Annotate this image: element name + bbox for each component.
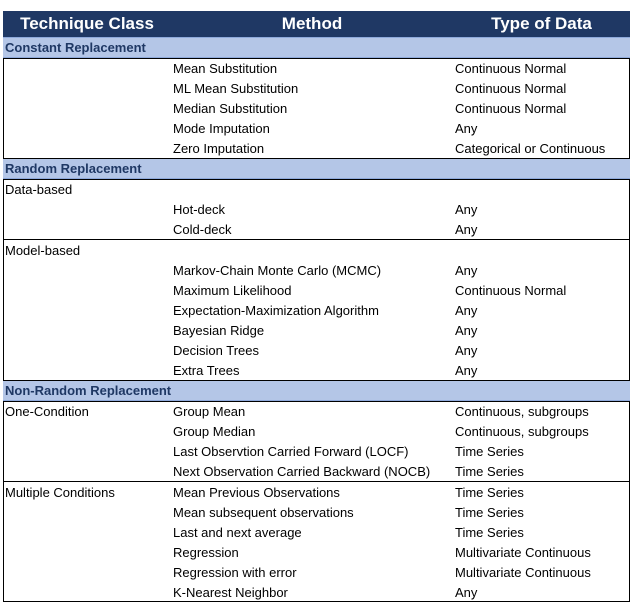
empty-cell (171, 240, 453, 261)
method-cell: Zero Imputation (173, 140, 265, 156)
data-type-cell: Any (455, 584, 478, 600)
header-type-of-data: Type of Data (453, 11, 630, 38)
table-row (3, 260, 630, 280)
technique-class-cell (3, 522, 171, 542)
table-row (3, 522, 630, 542)
data-type-cell: Time Series (455, 524, 524, 540)
method-cell: K-Nearest Neighbor (173, 584, 288, 600)
data-type-cell: Any (455, 221, 478, 237)
table-row (3, 98, 630, 118)
table-row (3, 461, 630, 482)
method-cell: Markov-Chain Monte Carlo (MCMC) (173, 262, 382, 278)
data-type-cell: Multivariate Continuous (455, 544, 591, 560)
technique-class-cell (3, 219, 171, 240)
section-title: Constant Replacement (3, 38, 630, 58)
group-name: Model-based (3, 240, 171, 261)
method-cell: Group Median (173, 423, 256, 439)
method-cell: Mean Substitution (173, 60, 278, 76)
table-row (3, 421, 630, 441)
table-row (3, 199, 630, 219)
header-method: Method (171, 11, 453, 38)
section-title: Random Replacement (3, 159, 630, 179)
technique-class-cell (3, 199, 171, 219)
method-cell: Decision Trees (173, 342, 259, 358)
table-row (3, 78, 630, 98)
method-cell: Regression (173, 544, 239, 560)
method-cell: Mode Imputation (173, 120, 270, 136)
technique-class-cell (3, 461, 171, 482)
method-cell: Mean Previous Observations (171, 482, 453, 503)
method-cell: Hot-deck (173, 201, 226, 217)
table-row (3, 320, 630, 340)
method-cell: Next Observation Carried Backward (NOCB) (173, 463, 431, 479)
group-name: Data-based (5, 181, 73, 197)
section-row (3, 38, 630, 58)
header-technique-class: Technique Class (3, 11, 171, 38)
technique-class-cell (3, 360, 171, 381)
method-cell: Median Substitution (173, 100, 288, 116)
data-type-cell: Continuous Normal (455, 100, 567, 116)
technique-class-cell (3, 421, 171, 441)
technique-class-cell (3, 300, 171, 320)
table-row (3, 340, 630, 360)
header-row (3, 11, 630, 38)
method-cell: Group Mean (173, 403, 246, 419)
data-type-cell: Continuous Normal (455, 60, 567, 76)
technique-class-cell (3, 280, 171, 300)
table-row (3, 300, 630, 320)
table-row (3, 502, 630, 522)
data-type-cell: Time Series (455, 504, 524, 520)
group-name: One-Condition (5, 403, 89, 419)
data-type-cell: Categorical or Continuous (455, 140, 606, 156)
data-type-cell: Any (455, 262, 478, 278)
table-row (3, 360, 630, 381)
method-cell: Last Observtion Carried Forward (LOCF) (173, 443, 409, 459)
technique-class-cell (3, 58, 171, 79)
table-row (3, 138, 630, 159)
empty-cell (453, 179, 630, 200)
section-row (3, 381, 630, 401)
table-row (3, 58, 630, 79)
technique-class-cell (3, 542, 171, 562)
table-row (3, 280, 630, 300)
section-title: Non-Random Replacement (3, 381, 630, 401)
table-row (3, 118, 630, 138)
group-row (3, 179, 630, 200)
table-body (3, 38, 630, 603)
method-cell: Expectation-Maximization Algorithm (173, 302, 379, 318)
technique-class-cell (3, 78, 171, 98)
data-type-cell: Any (455, 201, 478, 217)
data-type-cell: Any (455, 120, 478, 136)
group-name: Multiple Conditions (3, 482, 171, 503)
technique-class-cell (3, 260, 171, 280)
data-type-cell: Any (455, 322, 478, 338)
technique-class-cell (3, 502, 171, 522)
method-cell: Extra Trees (173, 362, 240, 378)
method-cell: Bayesian Ridge (173, 322, 265, 338)
table-row (3, 441, 630, 461)
method-cell: Mean subsequent observations (173, 504, 354, 520)
method-cell: ML Mean Substitution (173, 80, 299, 96)
group-row (3, 401, 630, 422)
data-type-cell: Continuous Normal (455, 80, 567, 96)
method-cell: Cold-deck (173, 221, 232, 237)
data-type-cell: Multivariate Continuous (455, 564, 591, 580)
technique-class-cell (3, 441, 171, 461)
technique-class-cell (3, 98, 171, 118)
data-type-cell: Time Series (455, 463, 524, 479)
group-row (3, 482, 630, 503)
method-cell: Last and next average (173, 524, 302, 540)
data-type-cell: Any (455, 302, 478, 318)
method-cell: Maximum Likelihood (173, 282, 292, 298)
data-type-cell: Continuous Normal (455, 282, 567, 298)
data-type-cell: Any (455, 342, 478, 358)
method-cell: Regression with error (173, 564, 297, 580)
technique-class-cell (3, 320, 171, 340)
table-row (3, 219, 630, 240)
technique-class-cell (3, 340, 171, 360)
imputation-techniques-table (3, 11, 630, 602)
technique-class-cell (3, 138, 171, 159)
empty-cell (453, 240, 630, 261)
imputation-table-container (3, 11, 630, 602)
data-type-cell: Time Series (455, 443, 524, 459)
data-type-cell: Time Series (453, 482, 630, 503)
technique-class-cell (3, 562, 171, 582)
technique-class-cell (3, 118, 171, 138)
data-type-cell: Continuous, subgroups (455, 403, 589, 419)
table-row (3, 582, 630, 602)
section-row (3, 159, 630, 179)
group-row (3, 240, 630, 261)
table-row (3, 542, 630, 562)
table-row (3, 562, 630, 582)
technique-class-cell (3, 582, 171, 602)
data-type-cell: Any (455, 362, 478, 378)
empty-cell (171, 179, 453, 200)
data-type-cell: Continuous, subgroups (455, 423, 589, 439)
